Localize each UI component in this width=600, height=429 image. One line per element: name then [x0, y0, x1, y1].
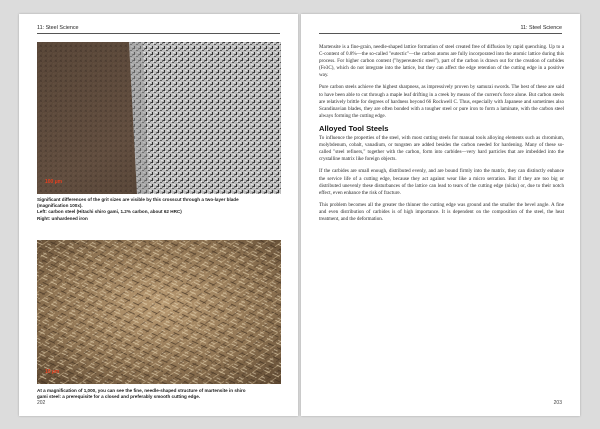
paragraph-alloying: To influence the properties of the steel, with most cutting steels for manual tools alloying elements such as chromium, molybdenum, cobalt, vanadium, or tungsten are added besides the carbon needed for hardening. Many of these so-called "steel refiners," together with the carbon, form into carbides—very hard particles that are imbedded into the crystalline matrix like foreign objects.: [319, 135, 564, 163]
caption-top-line-3: Left: carbon steel (Hitachi shiro gami, 1.2% carbon, about 62 HRC): [37, 209, 182, 215]
caption-bottom: [37, 388, 281, 400]
running-head-left: 11: Steel Science: [37, 25, 280, 34]
caption-top-line-4: Right: unhardened iron: [37, 215, 88, 221]
micrograph-crosscut-image: [37, 42, 281, 194]
page-number-right: 203: [553, 400, 562, 406]
paragraph-carbon-steels: Pure carbon steels achieve the highest sharpness, as impressively proven by samurai swords. The best of these are said to have been able to cut through a maple leaf drifting in a creek by means of the current's force alone. But carbon steels are relatively brittle for degrees of hardness beyond 66 Rockwell C. Thus, especially with Japanese and sometimes also Scandinavian blades, they are often bonded with a tougher steel or pure iron to form a laminate, with the carbon steel always forming the cutting edge.: [319, 84, 564, 119]
scale-label-bottom: 10 µm: [45, 369, 60, 375]
page-number-left: 202: [37, 400, 46, 406]
section-heading: Alloyed Tool Steels: [319, 123, 389, 133]
paragraph-martensite: Martensite is a fine-grain, needle-shaped lattice formation of steel created free of diffusion by rapid quenching. Up to a C-content of 0.8%—the so-called "eutectic"—the carbon atoms are fully incorporated into the atomic lattice during this process. For higher carbon content ("hypereutectic steel"), part of the carbon is drawn out for the creation of carbides (Fe3C), which do not integrate into the lattice, but they can affect the edge retention of the cutting edge in a positive way.: [319, 44, 564, 79]
paragraph-distribution: This problem becomes all the greater the thinner the cutting edge was ground and the smaller the bevel angle. A fine and even distribution of carbides is of high importance. It is dependent on the composition of the steel, the heat treatment, and the deformation.: [319, 201, 564, 222]
caption-top-line-2: (magnification 100x).: [37, 203, 83, 209]
paragraph-carbides: If the carbides are small enough, distributed evenly, and are bound firmly into the matrix, they can distinctly enhance the service life of a cutting edge, because they act against wear like a micro serration. But if they are too big or distributed unevenly these disturbances of the lattice can lead to tears of the cutting edge (nicks) or, due to their notch effect, even enhance the risk of fracture.: [319, 168, 564, 196]
body-text: [319, 44, 564, 228]
left-page: [19, 14, 298, 416]
caption-bottom-line-1: At a magnification of 1,000, you can see the fine, needle-shaped structure of martensite in shiro: [37, 388, 246, 393]
scale-label-top: 100 µm: [45, 179, 63, 185]
right-page: [301, 14, 580, 416]
caption-top-line-1: Significant differences of the grit sizes are visible by this crosscut through a two-layer blade: [37, 197, 239, 202]
micrograph-martensite-image: [37, 240, 281, 384]
caption-bottom-line-2: gami steel: a prerequisite for a closed and preferably smooth cutting edge.: [37, 394, 201, 400]
running-head-right: 11: Steel Science: [319, 25, 562, 34]
caption-top: [37, 197, 281, 222]
